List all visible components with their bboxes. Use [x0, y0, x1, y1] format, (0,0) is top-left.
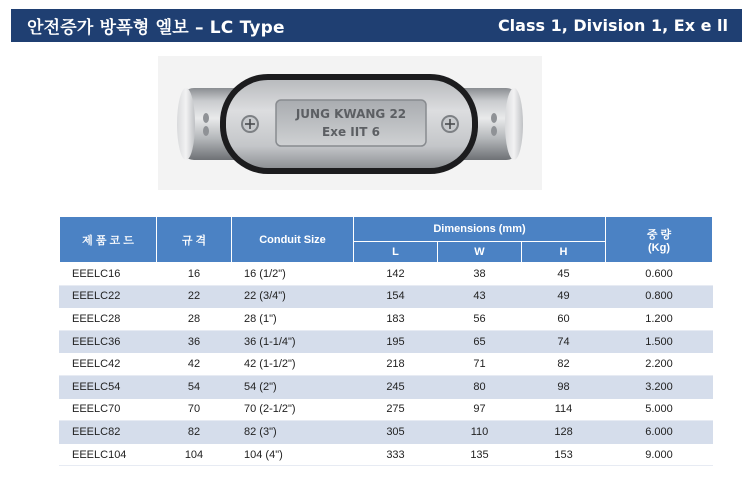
cell-l: 195 [354, 330, 438, 353]
page-title: 안전증가 방폭형 엘보 – LC Type [27, 18, 285, 38]
col-header-size: 규 격 [157, 217, 232, 263]
cell-h: 153 [522, 443, 606, 466]
cell-h: 98 [522, 375, 606, 398]
cell-weight: 5.000 [606, 398, 713, 421]
cell-l: 333 [354, 443, 438, 466]
col-header-conduit: Conduit Size [232, 217, 354, 263]
col-header-dimensions: Dimensions (mm) [354, 217, 606, 242]
cell-conduit: 42 (1-1/2") [232, 353, 354, 376]
col-header-w: W [438, 242, 522, 263]
cell-h: 82 [522, 353, 606, 376]
cell-w: 43 [438, 285, 522, 308]
cell-code: EEELC54 [60, 375, 157, 398]
cell-weight: 1.500 [606, 330, 713, 353]
cover-screw-left [241, 115, 259, 133]
cell-size: 104 [157, 443, 232, 466]
cell-code: EEELC42 [60, 353, 157, 376]
table-row [60, 285, 713, 308]
table-row [60, 353, 713, 376]
cell-l: 218 [354, 353, 438, 376]
cell-code: EEELC104 [60, 443, 157, 466]
cell-code: EEELC82 [60, 421, 157, 444]
cell-w: 110 [438, 421, 522, 444]
cell-code: EEELC28 [60, 308, 157, 331]
cell-h: 114 [522, 398, 606, 421]
cell-l: 183 [354, 308, 438, 331]
cell-code: EEELC36 [60, 330, 157, 353]
table-row [60, 308, 713, 331]
cover-screw-right [441, 115, 459, 133]
cell-weight: 0.800 [606, 285, 713, 308]
cell-conduit: 70 (2-1/2") [232, 398, 354, 421]
col-header-h: H [522, 242, 606, 263]
plate-text-line2: Exe IIT 6 [322, 125, 380, 139]
cell-weight: 9.000 [606, 443, 713, 466]
cell-l: 275 [354, 398, 438, 421]
product-photo [158, 56, 542, 190]
cell-conduit: 28 (1") [232, 308, 354, 331]
cell-conduit: 36 (1-1/4") [232, 330, 354, 353]
cell-h: 49 [522, 285, 606, 308]
cell-conduit: 16 (1/2") [232, 263, 354, 286]
cell-l: 305 [354, 421, 438, 444]
cell-code: EEELC16 [60, 263, 157, 286]
cell-l: 142 [354, 263, 438, 286]
table-row [60, 398, 713, 421]
cell-size: 82 [157, 421, 232, 444]
cell-conduit: 82 (3") [232, 421, 354, 444]
cell-size: 22 [157, 285, 232, 308]
cell-weight: 6.000 [606, 421, 713, 444]
cell-code: EEELC22 [60, 285, 157, 308]
elbow-fitting [177, 74, 523, 174]
classification-label: Class 1, Division 1, Ex e ll [497, 16, 728, 35]
cell-w: 56 [438, 308, 522, 331]
col-header-code: 제 품 코 드 [60, 217, 157, 263]
weight-unit: (Kg) [648, 241, 671, 254]
cell-conduit: 54 (2") [232, 375, 354, 398]
cell-size: 54 [157, 375, 232, 398]
cell-conduit: 104 (4") [232, 443, 354, 466]
cell-h: 128 [522, 421, 606, 444]
cell-h: 45 [522, 263, 606, 286]
cell-h: 74 [522, 330, 606, 353]
cell-weight: 3.200 [606, 375, 713, 398]
cell-w: 65 [438, 330, 522, 353]
page-header [11, 9, 742, 42]
spec-table-body [60, 263, 713, 466]
cell-w: 80 [438, 375, 522, 398]
table-row [60, 443, 713, 466]
cell-size: 70 [157, 398, 232, 421]
cell-w: 135 [438, 443, 522, 466]
cell-size: 28 [157, 308, 232, 331]
cell-weight: 2.200 [606, 353, 713, 376]
cell-size: 42 [157, 353, 232, 376]
table-row [60, 375, 713, 398]
cell-w: 38 [438, 263, 522, 286]
cell-l: 154 [354, 285, 438, 308]
cell-size: 36 [157, 330, 232, 353]
table-row [60, 330, 713, 353]
cell-conduit: 22 (3/4") [232, 285, 354, 308]
cell-code: EEELC70 [60, 398, 157, 421]
cell-h: 60 [522, 308, 606, 331]
cell-w: 97 [438, 398, 522, 421]
cell-weight: 1.200 [606, 308, 713, 331]
plate-text-line1: JUNG KWANG 22 [295, 107, 407, 121]
cell-l: 245 [354, 375, 438, 398]
table-row [60, 263, 713, 286]
cell-w: 71 [438, 353, 522, 376]
cell-size: 16 [157, 263, 232, 286]
table-row [60, 421, 713, 444]
col-header-l: L [354, 242, 438, 263]
cell-weight: 0.600 [606, 263, 713, 286]
spec-table [59, 216, 713, 466]
col-header-weight [606, 217, 713, 263]
weight-label: 중 량 [646, 228, 672, 241]
